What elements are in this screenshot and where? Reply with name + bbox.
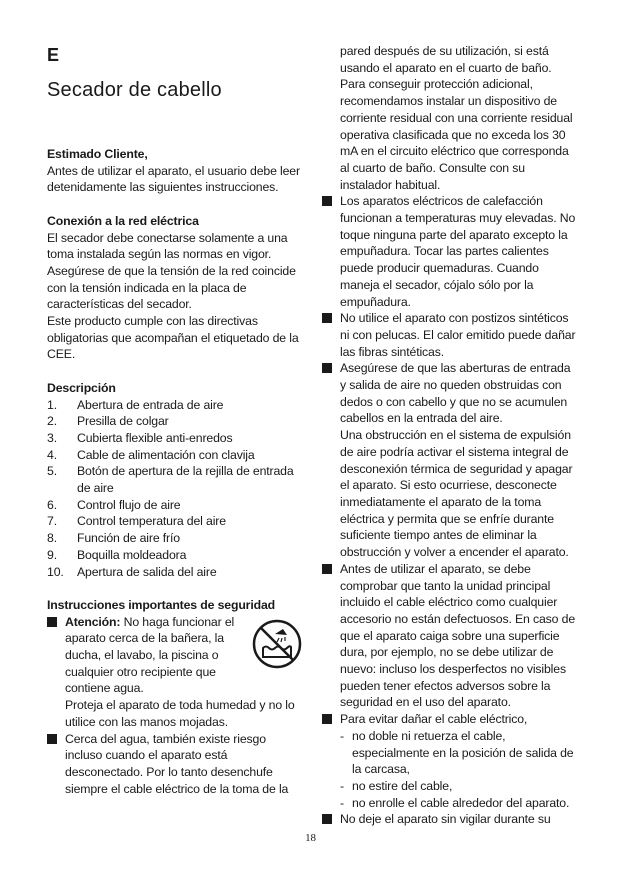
item-text: Abertura de entrada de aire <box>77 397 224 412</box>
item-text: Boquilla moldeadora <box>77 547 187 562</box>
page-number: 18 <box>305 832 316 844</box>
item-text: Control temperatura del aire <box>77 514 226 529</box>
description-section <box>47 380 303 580</box>
bullet-text: Proteja el aparato de toda humedad y no lo utilice con las manos mojadas. <box>65 698 295 729</box>
connection-heading: Conexión a la red eléctrica <box>47 213 199 228</box>
item-text: Control flujo de aire <box>77 497 181 512</box>
connection-text-2: Este producto cumple con las directivas obligatorias que acompañan el etiquetado de la CEE. <box>47 314 299 362</box>
bullet-square-icon <box>322 564 332 574</box>
dash-item: - no enrolle el cable alrededor del aparato. <box>340 795 570 810</box>
item-number: 9. <box>47 547 57 562</box>
item-text: Cubierta flexible anti-enredos <box>77 430 233 445</box>
list-item <box>47 547 303 564</box>
item-number: 7. <box>47 514 57 529</box>
bullet-square-icon <box>322 363 332 373</box>
item-number: 5. <box>47 464 57 479</box>
page-title: Secador de cabello <box>47 79 222 101</box>
language-letter: E <box>47 45 59 65</box>
list-item <box>47 497 303 514</box>
list-item <box>47 447 303 464</box>
list-item <box>47 463 303 496</box>
right-column <box>322 43 578 828</box>
item-number: 10. <box>47 564 64 579</box>
bullet-square-icon <box>47 734 57 744</box>
bullet-item <box>322 360 578 560</box>
intro-heading: Estimado Cliente, <box>47 147 148 161</box>
list-item <box>47 413 303 430</box>
item-text: Botón de apertura de la rejilla de entrada de aire <box>77 464 294 496</box>
bullet-text: No haga funcionar el aparato cerca de la bañera, la ducha, el lavabo, la piscina o cualquier otro recipiente que contiene agua. <box>65 614 235 696</box>
list-item <box>47 430 303 447</box>
bullet-text: Una obstrucción en el sistema de expulsión de aire podría activar el sistema integral de desconexión térmica de seguridad y apagar el aparato. Si esto ocurriese, desconecte inmediatamente el aparato de la toma eléctrica y permita que se enfríe durante suficiente tiempo antes de eliminar la obstrucción y volver a encender el aparato. <box>340 428 573 560</box>
bullet-item <box>47 614 303 731</box>
attention-label: Atención: <box>65 614 121 629</box>
bullet-item <box>322 711 578 811</box>
item-text: Función de aire frío <box>77 531 180 546</box>
bullet-text: Asegúrese de que las aberturas de entrada y salida de aire no queden obstruidas con dedos o con cabello y que no se acumulen cabellos en la entrada del aire. <box>340 361 571 426</box>
item-number: 4. <box>47 447 57 462</box>
bullet-item <box>322 193 578 310</box>
bullet-text: Los aparatos eléctricos de calefacción funcionan a temperaturas muy elevadas. No toque ninguna parte del aparato excepto la empuñadura. Tocar las partes calientes puede producir quemaduras. Cuando maneja el secador, cójalo sólo por la empuñadura. <box>340 194 576 309</box>
connection-section <box>47 213 303 363</box>
description-list <box>47 397 303 581</box>
bullet-text: No utilice el aparato con postizos sintéticos ni con pelucas. El calor emitido puede dañar las fibras sintéticas. <box>340 311 576 359</box>
item-number: 8. <box>47 531 57 546</box>
item-text: Cable de alimentación con clavija <box>77 447 255 462</box>
no-water-warning-icon <box>251 618 303 670</box>
bullet-text: Para evitar dañar el cable eléctrico, <box>340 712 528 727</box>
list-item <box>47 397 303 414</box>
bullet-item <box>322 310 578 360</box>
dash-item: - no estire del cable, <box>340 778 453 793</box>
intro-text: Antes de utilizar el aparato, el usuario debe leer detenidamente las siguientes instrucciones. <box>47 163 300 195</box>
intro-section <box>47 146 303 196</box>
bullet-square-icon <box>322 814 332 824</box>
item-number: 6. <box>47 497 57 512</box>
bullet-text: Antes de utilizar el aparato, se debe comprobar que tanto la unidad principal incluido el cable eléctrico como cualquier accesorio no están defectuosos. En caso de que el aparato caiga sobre una superficie dura, por ejemplo, no se debe utilizar de nuevo: incluso los desperfectos no visibles pueden tener efectos adversos sobre la seguridad en el uso del aparato. <box>340 561 576 710</box>
item-text: Presilla de colgar <box>77 414 169 429</box>
bullet-item <box>322 561 578 711</box>
safety-section <box>47 597 303 797</box>
description-heading: Descripción <box>47 380 116 395</box>
item-number: 3. <box>47 430 57 445</box>
dash-item: - no doble ni retuerza el cable, especialmente en la posición de salida de la carcasa, <box>340 728 578 778</box>
bullet-continuation: pared después de su utilización, si está usando el aparato en el cuarto de baño. Para conseguir protección adicional, recomendamos instalar un dispositivo de corriente residual con una corriente residual operativa clasificada que no exceda los 30 mA en el circuito eléctrico que corresponda al cuarto de baño. Consulte con su instalador habitual. <box>340 44 573 192</box>
bullet-item <box>322 811 578 828</box>
safety-heading: Instrucciones importantes de seguridad <box>47 597 275 612</box>
connection-text: El secador debe conectarse solamente a una toma instalada según las normas en vigor. Asegúrese de que la tensión de la red coincide con la tensión indicada en la placa de características del secador. <box>47 230 296 312</box>
bullet-text: Cerca del agua, también existe riesgo incluso cuando el aparato está desconectado. Por lo tanto desenchufe siempre el cable eléctrico de la toma de la <box>65 731 289 796</box>
list-item <box>47 564 303 581</box>
list-item <box>47 530 303 547</box>
item-number: 1. <box>47 397 57 412</box>
bullet-square-icon <box>47 617 57 627</box>
bullet-text: No deje el aparato sin vigilar durante su <box>340 812 551 827</box>
left-column <box>47 44 303 797</box>
bullet-square-icon <box>322 196 332 206</box>
item-number: 2. <box>47 414 57 429</box>
bullet-item <box>47 731 303 798</box>
dash-text: no enrolle el cable alrededor del aparato. <box>352 795 570 810</box>
bullet-square-icon <box>322 313 332 323</box>
list-item <box>47 513 303 530</box>
dash-text: no doble ni retuerza el cable, especialmente en la posición de salida de la carcasa, <box>352 728 574 777</box>
item-text: Apertura de salida del aire <box>77 564 217 579</box>
bullet-square-icon <box>322 714 332 724</box>
dash-text: no estire del cable, <box>352 778 453 793</box>
